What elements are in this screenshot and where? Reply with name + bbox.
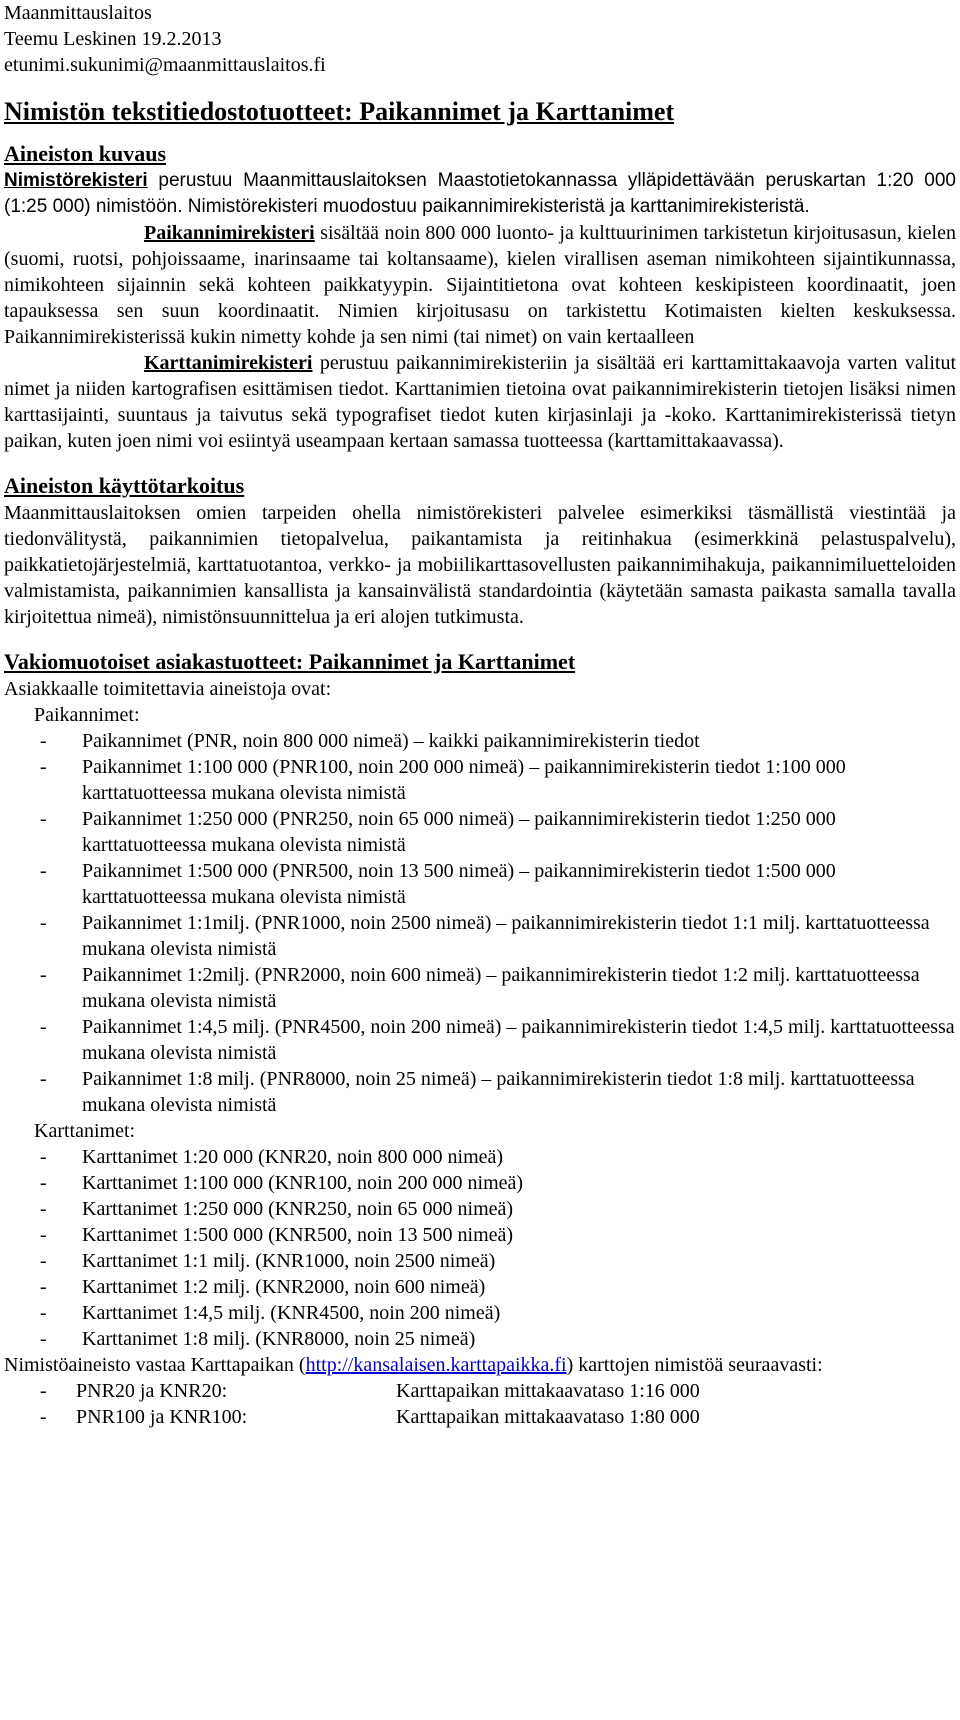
list-item [4,754,956,806]
list-item [4,962,956,1014]
list-item-text: Paikannimet 1:8 milj. (PNR8000, noin 25 nimeä) – paikannimirekisterin tiedot 1:8 milj. karttatuotteessa mukana olevista nimistä [82,1068,915,1116]
karttapaikka-text-pre: Nimistöaineisto vastaa Karttapaikan ( [4,1354,306,1376]
term-karttanimirekisteri: Karttanimirekisteri [144,352,313,374]
list-item-text: Paikannimet (PNR, noin 800 000 nimeä) – kaikki paikannimirekisterin tiedot [82,730,700,752]
list-item-text: Karttanimet 1:250 000 (KNR250, noin 65 000 nimeä) [82,1198,514,1220]
table-row [4,1404,956,1430]
list-item [4,1248,956,1274]
list-item [4,1196,956,1222]
dash-bullet: - [40,1302,47,1324]
term-nimistorekisteri: Nimistörekisteri [4,170,148,191]
paragraph-text: perustuu Maanmittauslaitoksen Maastotietokannassa ylläpidettävään peruskartan 1:20 000 (1:25 000) nimistöön. Nimistörekisteri muodostuu paikannimirekisteristä ja karttanimirekisteristä. [4,170,956,217]
dash-bullet: - [40,1198,47,1220]
section-heading-products: Vakiomuotoiset asiakastuotteet: Paikannimet ja Karttanimet [4,649,576,674]
paragraph-karttapaikka [4,1352,956,1378]
group-label-paikannimet: Paikannimet: [34,704,140,726]
paragraph-text: sisältää noin 800 000 luonto- ja kulttuurinimen tarkistetun kirjoitusasun, kielen (suomi, ruotsi, pohjoissaame, inarinsaame tai koltansaame), kielen virallisen aseman nimikohteen sijaintikunnassa, nimikohteen sijainnin sekä kohteen paikkatyypin. Sijaintitietona ovat kohteen keskipisteen koordinaatit, joen tapauksessa sen suun koordinaatit. Nimien kirjoitusasu on tarkistettu Kotimaisten kielten keskuksessa. Paikannimirekisterissä kukin nimetty kohde ja sen nimi (tai nimet) on vain kertaalleen [4,222,956,348]
dash-bullet: - [40,1276,47,1298]
author-email: etunimi.sukunimi@maanmittauslaitos.fi [4,54,326,76]
dash-bullet: - [40,1328,47,1350]
dash-bullet: - [40,1172,47,1194]
list-item-text: Paikannimet 1:250 000 (PNR250, noin 65 000 nimeä) – paikannimirekisterin tiedot 1:250 000 karttatuotteessa mukana olevista nimistä [82,808,836,856]
dash-bullet: - [40,1380,47,1402]
mapping-level: Karttapaikan mittakaavataso 1:80 000 [396,1406,700,1428]
karttapaikka-link[interactable]: http://kansalaisen.karttapaikka.fi [305,1354,567,1376]
paragraph-nimistorekisteri [4,168,956,220]
section-description [4,140,956,454]
group-label-karttanimet: Karttanimet: [34,1120,136,1142]
list-item [4,910,956,962]
org-name: Maanmittauslaitos [4,2,152,24]
list-item-text: Paikannimet 1:100 000 (PNR100, noin 200 000 nimeä) – paikannimirekisterin tiedot 1:100 000 karttatuotteessa mukana olevista nimistä [82,756,846,804]
mapping-level: Karttapaikan mittakaavataso 1:16 000 [396,1380,700,1402]
section-purpose [4,472,956,630]
term-paikannimirekisteri: Paikannimirekisteri [144,222,315,244]
section-heading-purpose: Aineiston käyttötarkoitus [4,473,245,498]
list-item [4,1326,956,1352]
dash-bullet: - [40,1250,47,1272]
paragraph-purpose: Maanmittauslaitoksen omien tarpeiden ohella nimistörekisteri palvelee esimerkiksi täsmällistä viestintää ja tiedonvälitystä, paikannimien tietopalvelua, paikantamista ja reitinhakua (esimerkkinä pelastuspalvelu), paikkatietojärjestelmiä, karttatuotantoa, verkko- ja mobiilikarttasovellusten paikannimihakuja, paikannimiluetteloiden valmistamista, paikannimien kansallista ja kansainvälistä standardointia (käytetään samasta paikasta samalla tavalla kirjoitettua nimeä), nimistönsuunnittelua ja eri alojen tutkimusta. [4,502,956,628]
paragraph-karttanimirekisteri [4,350,956,454]
list-karttanimet [4,1144,956,1352]
list-item-text: Karttanimet 1:500 000 (KNR500, noin 13 500 nimeä) [82,1224,514,1246]
dash-bullet: - [40,860,47,882]
dash-bullet: - [40,964,47,986]
list-paikannimet [4,728,956,1118]
list-item-text: Karttanimet 1:8 milj. (KNR8000, noin 25 nimeä) [82,1328,476,1350]
paragraph-text: perustuu paikannimirekisteriin ja sisältää eri karttamittakaavoja varten valitut nimet ja niiden kartografisen esittämisen tiedot. Karttanimien tietoina ovat paikannimirekisterin tietojen lisäksi nimen karttasijainti, suuntaus ja taivutus sekä typografiset tiedot kuten kirjasinlaji ja -koko. Karttanimirekisterissä tietyn paikan, kuten joen nimi voi esiintyä useampaan kertaan samassa tuotteessa (karttamittakaavassa). [4,352,956,452]
list-item-text: Karttanimet 1:100 000 (KNR100, noin 200 000 nimeä) [82,1172,524,1194]
list-item [4,858,956,910]
document-title: Nimistön tekstitiedostotuotteet: Paikannimet ja Karttanimet [4,97,675,126]
mapping-product: PNR20 ja KNR20: [76,1380,228,1402]
dash-bullet: - [40,1406,47,1428]
author-date: Teemu Leskinen 19.2.2013 [4,28,222,50]
list-item-text: Paikannimet 1:500 000 (PNR500, noin 13 500 nimeä) – paikannimirekisterin tiedot 1:500 000 karttatuotteessa mukana olevista nimistä [82,860,836,908]
mapping-product: PNR100 ja KNR100: [76,1406,248,1428]
list-item-text: Paikannimet 1:4,5 milj. (PNR4500, noin 200 nimeä) – paikannimirekisterin tiedot 1:4,5 milj. karttatuotteessa mukana olevista nimistä [82,1016,955,1064]
list-item-text: Karttanimet 1:2 milj. (KNR2000, noin 600 nimeä) [82,1276,486,1298]
list-item-text: Karttanimet 1:4,5 milj. (KNR4500, noin 200 nimeä) [82,1302,501,1324]
dash-bullet: - [40,1068,47,1090]
dash-bullet: - [40,808,47,830]
document-header [4,0,956,78]
dash-bullet: - [40,912,47,934]
dash-bullet: - [40,756,47,778]
list-item [4,1014,956,1066]
list-item [4,1274,956,1300]
document-page [4,0,956,1430]
dash-bullet: - [40,730,47,752]
scale-mapping-table [4,1378,956,1430]
list-item-text: Paikannimet 1:1milj. (PNR1000, noin 2500 nimeä) – paikannimirekisterin tiedot 1:1 milj. karttatuotteessa mukana olevista nimistä [82,912,930,960]
list-item-text: Paikannimet 1:2milj. (PNR2000, noin 600 nimeä) – paikannimirekisterin tiedot 1:2 milj. karttatuotteessa mukana olevista nimistä [82,964,920,1012]
list-item [4,1300,956,1326]
dash-bullet: - [40,1146,47,1168]
products-intro: Asiakkaalle toimitettavia aineistoja ovat: [4,678,332,700]
dash-bullet: - [40,1016,47,1038]
list-item [4,1222,956,1248]
list-item-text: Karttanimet 1:1 milj. (KNR1000, noin 2500 nimeä) [82,1250,496,1272]
list-item [4,728,956,754]
table-row [4,1378,956,1404]
paragraph-paikannimirekisteri [4,220,956,350]
section-products [4,648,956,1430]
list-item [4,1170,956,1196]
list-item [4,1066,956,1118]
dash-bullet: - [40,1224,47,1246]
list-item [4,806,956,858]
list-item [4,1144,956,1170]
section-heading-description: Aineiston kuvaus [4,141,167,166]
list-item-text: Karttanimet 1:20 000 (KNR20, noin 800 000 nimeä) [82,1146,504,1168]
karttapaikka-text-post: ) karttojen nimistöä seuraavasti: [566,1354,823,1376]
